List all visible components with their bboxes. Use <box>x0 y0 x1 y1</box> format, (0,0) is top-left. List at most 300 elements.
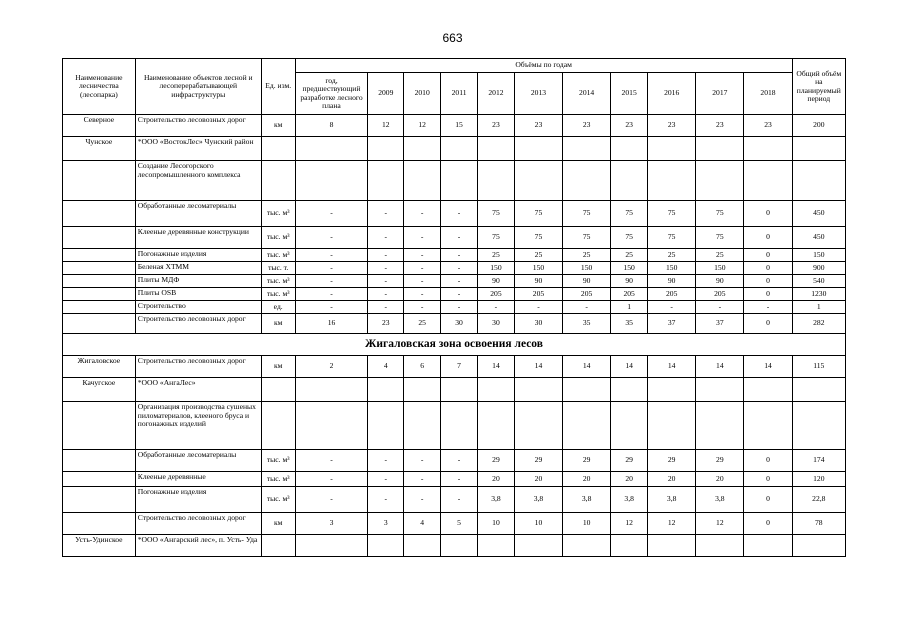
forestry-name-cell <box>63 513 136 535</box>
value-cell: 29 <box>478 450 515 472</box>
value-cell: 25 <box>696 249 744 262</box>
value-cell <box>514 378 562 402</box>
object-name-cell: Клееные деревянные <box>135 472 261 487</box>
value-cell: 14 <box>514 356 562 378</box>
value-cell: 16 <box>295 314 368 334</box>
value-cell: - <box>368 487 404 513</box>
value-cell: 0 <box>744 314 792 334</box>
header-year: 2009 <box>368 73 404 115</box>
value-cell <box>514 161 562 201</box>
forestry-name-cell: Усть-Удинское <box>63 535 136 557</box>
value-cell: - <box>404 450 441 472</box>
value-cell: 75 <box>478 201 515 227</box>
value-cell <box>563 535 611 557</box>
value-cell: - <box>441 201 478 227</box>
value-cell: 14 <box>744 356 792 378</box>
header-year: 2016 <box>648 73 696 115</box>
value-cell: 37 <box>648 314 696 334</box>
header-year: 2013 <box>514 73 562 115</box>
unit-cell: тыс. м³ <box>261 487 295 513</box>
value-cell <box>563 137 611 161</box>
value-cell: 205 <box>563 288 611 301</box>
value-cell: - <box>441 301 478 314</box>
table-row <box>63 262 846 275</box>
value-cell: 0 <box>744 201 792 227</box>
forestry-name-cell: Жигаловское <box>63 356 136 378</box>
value-cell <box>368 378 404 402</box>
value-cell <box>404 378 441 402</box>
table-row <box>63 137 846 161</box>
value-cell <box>744 402 792 450</box>
value-cell: 90 <box>563 275 611 288</box>
value-cell: - <box>441 249 478 262</box>
unit-cell: км <box>261 314 295 334</box>
value-cell: 23 <box>368 314 404 334</box>
unit-cell: тыс. т. <box>261 262 295 275</box>
value-cell: - <box>441 275 478 288</box>
object-name-cell: Строительство лесовозных дорог <box>135 115 261 137</box>
total-cell <box>792 137 845 161</box>
value-cell <box>368 137 404 161</box>
forestry-name-cell <box>63 301 136 314</box>
value-cell: 30 <box>478 314 515 334</box>
header-year: 2011 <box>441 73 478 115</box>
value-cell: 14 <box>611 356 648 378</box>
value-cell: 37 <box>696 314 744 334</box>
value-cell <box>478 161 515 201</box>
value-cell: 75 <box>696 227 744 249</box>
forestry-name-cell <box>63 472 136 487</box>
value-cell: 3 <box>295 513 368 535</box>
object-name-cell: Организация производства сушеных пиломатериалов, клееного бруса и погонажных изделий <box>135 402 261 450</box>
value-cell <box>611 402 648 450</box>
value-cell: 23 <box>696 115 744 137</box>
value-cell: - <box>404 301 441 314</box>
value-cell: 23 <box>611 115 648 137</box>
header-unit: Ед. изм. <box>261 59 295 115</box>
object-name-cell: Обработанные лесоматериалы <box>135 201 261 227</box>
total-cell: 120 <box>792 472 845 487</box>
value-cell: 90 <box>648 275 696 288</box>
value-cell <box>441 137 478 161</box>
value-cell: 75 <box>648 227 696 249</box>
table-row <box>63 378 846 402</box>
value-cell <box>696 161 744 201</box>
total-cell <box>792 378 845 402</box>
unit-cell: тыс. м³ <box>261 249 295 262</box>
value-cell: 150 <box>563 262 611 275</box>
table-row <box>63 450 846 472</box>
value-cell: 30 <box>514 314 562 334</box>
value-cell: 10 <box>563 513 611 535</box>
value-cell: 75 <box>514 201 562 227</box>
value-cell: 3,8 <box>611 487 648 513</box>
value-cell: 12 <box>611 513 648 535</box>
value-cell <box>744 378 792 402</box>
value-cell <box>563 402 611 450</box>
unit-cell: тыс. м³ <box>261 227 295 249</box>
value-cell: 25 <box>611 249 648 262</box>
table-row <box>63 249 846 262</box>
value-cell <box>563 378 611 402</box>
table-row <box>63 314 846 334</box>
value-cell <box>295 161 368 201</box>
value-cell: 29 <box>611 450 648 472</box>
value-cell: 23 <box>478 115 515 137</box>
unit-cell: км <box>261 513 295 535</box>
forestry-name-cell <box>63 288 136 301</box>
table-row <box>63 535 846 557</box>
value-cell: 12 <box>404 115 441 137</box>
object-name-cell: *ООО «АнгаЛес» <box>135 378 261 402</box>
value-cell: 25 <box>514 249 562 262</box>
value-cell <box>744 137 792 161</box>
value-cell <box>478 378 515 402</box>
header-object-name: Наименование объектов лесной и лесоперерабатывающей инфраструктуры <box>135 59 261 115</box>
object-name-cell: *ООО «Ангарский лес», п. Усть- Уда <box>135 535 261 557</box>
value-cell: 75 <box>611 227 648 249</box>
value-cell: 29 <box>514 450 562 472</box>
unit-cell: км <box>261 115 295 137</box>
value-cell: 150 <box>611 262 648 275</box>
table-row <box>63 487 846 513</box>
value-cell <box>404 402 441 450</box>
value-cell <box>441 378 478 402</box>
unit-cell: тыс. м³ <box>261 450 295 472</box>
forestry-name-cell <box>63 487 136 513</box>
unit-cell <box>261 378 295 402</box>
value-cell <box>295 137 368 161</box>
forestry-name-cell: Северное <box>63 115 136 137</box>
value-cell <box>404 161 441 201</box>
value-cell: 30 <box>441 314 478 334</box>
forestry-name-cell: Качугское <box>63 378 136 402</box>
value-cell: 8 <box>295 115 368 137</box>
value-cell: 2 <box>295 356 368 378</box>
object-name-cell: Беленая ХТММ <box>135 262 261 275</box>
value-cell: 75 <box>478 227 515 249</box>
table-row <box>63 227 846 249</box>
object-name-cell: Плиты МДФ <box>135 275 261 288</box>
header-year: 2015 <box>611 73 648 115</box>
value-cell <box>563 161 611 201</box>
table-body <box>63 115 846 557</box>
total-cell: 1230 <box>792 288 845 301</box>
total-cell: 78 <box>792 513 845 535</box>
value-cell: - <box>368 288 404 301</box>
unit-cell: км <box>261 356 295 378</box>
value-cell: - <box>295 288 368 301</box>
object-name-cell: *ООО «ВостокЛес» Чунский район <box>135 137 261 161</box>
total-cell: 174 <box>792 450 845 472</box>
table-row <box>63 402 846 450</box>
value-cell: - <box>368 472 404 487</box>
forestry-name-cell <box>63 227 136 249</box>
value-cell: - <box>441 450 478 472</box>
value-cell <box>648 535 696 557</box>
unit-cell <box>261 161 295 201</box>
object-name-cell: Строительство <box>135 301 261 314</box>
object-name-cell: Плиты OSB <box>135 288 261 301</box>
value-cell: - <box>404 288 441 301</box>
value-cell: 90 <box>611 275 648 288</box>
value-cell <box>514 402 562 450</box>
value-cell: - <box>514 301 562 314</box>
value-cell: 90 <box>514 275 562 288</box>
forestry-name-cell <box>63 450 136 472</box>
value-cell: 150 <box>648 262 696 275</box>
total-cell: 1 <box>792 301 845 314</box>
table-row <box>63 275 846 288</box>
total-cell: 282 <box>792 314 845 334</box>
value-cell: 10 <box>514 513 562 535</box>
value-cell: - <box>368 301 404 314</box>
value-cell: 0 <box>744 487 792 513</box>
value-cell: 35 <box>611 314 648 334</box>
value-cell: 75 <box>648 201 696 227</box>
value-cell: - <box>441 487 478 513</box>
total-cell: 150 <box>792 249 845 262</box>
value-cell: 90 <box>696 275 744 288</box>
value-cell: 14 <box>696 356 744 378</box>
total-cell: 22,8 <box>792 487 845 513</box>
value-cell: 14 <box>648 356 696 378</box>
forest-infrastructure-table <box>62 58 846 557</box>
value-cell: 15 <box>441 115 478 137</box>
zone-title: Жигаловская зона освоения лесов <box>63 334 846 356</box>
unit-cell: тыс. м³ <box>261 201 295 227</box>
value-cell: - <box>368 262 404 275</box>
total-cell <box>792 535 845 557</box>
value-cell: - <box>295 227 368 249</box>
value-cell: - <box>404 472 441 487</box>
value-cell: - <box>295 472 368 487</box>
value-cell: 23 <box>514 115 562 137</box>
value-cell <box>514 137 562 161</box>
total-cell <box>792 161 845 201</box>
header-year-prev: год, предшествующий разработке лесного плана <box>295 73 368 115</box>
unit-cell <box>261 137 295 161</box>
value-cell: 150 <box>696 262 744 275</box>
header-year: 2010 <box>404 73 441 115</box>
value-cell: - <box>404 227 441 249</box>
forestry-name-cell <box>63 201 136 227</box>
forestry-name-cell <box>63 275 136 288</box>
value-cell: 205 <box>648 288 696 301</box>
value-cell <box>648 161 696 201</box>
value-cell: - <box>404 201 441 227</box>
value-cell: - <box>295 301 368 314</box>
value-cell: 29 <box>696 450 744 472</box>
value-cell: 0 <box>744 227 792 249</box>
unit-cell: тыс. м³ <box>261 275 295 288</box>
unit-cell: ед. <box>261 301 295 314</box>
object-name-cell: Погонажные изделия <box>135 487 261 513</box>
value-cell: 150 <box>514 262 562 275</box>
forestry-name-cell <box>63 249 136 262</box>
value-cell: 0 <box>744 513 792 535</box>
value-cell <box>441 535 478 557</box>
value-cell <box>478 137 515 161</box>
object-name-cell: Погонажные изделия <box>135 249 261 262</box>
header-year: 2017 <box>696 73 744 115</box>
value-cell: 90 <box>478 275 515 288</box>
value-cell: 25 <box>648 249 696 262</box>
value-cell: 23 <box>648 115 696 137</box>
header-year: 2014 <box>563 73 611 115</box>
value-cell <box>696 402 744 450</box>
value-cell <box>514 535 562 557</box>
forestry-name-cell <box>63 402 136 450</box>
value-cell <box>478 535 515 557</box>
value-cell: - <box>563 301 611 314</box>
table-row <box>63 201 846 227</box>
unit-cell <box>261 535 295 557</box>
value-cell: 0 <box>744 275 792 288</box>
value-cell: 0 <box>744 450 792 472</box>
value-cell <box>295 402 368 450</box>
value-cell: 29 <box>563 450 611 472</box>
value-cell: - <box>368 450 404 472</box>
object-name-cell: Строительство лесовозных дорог <box>135 314 261 334</box>
value-cell <box>404 535 441 557</box>
value-cell: 20 <box>696 472 744 487</box>
value-cell <box>478 402 515 450</box>
value-cell: - <box>404 275 441 288</box>
value-cell: 20 <box>563 472 611 487</box>
value-cell: 3,8 <box>696 487 744 513</box>
value-cell: 12 <box>648 513 696 535</box>
table-row <box>63 513 846 535</box>
total-cell: 900 <box>792 262 845 275</box>
value-cell <box>295 378 368 402</box>
value-cell: 3,8 <box>514 487 562 513</box>
value-cell <box>368 402 404 450</box>
value-cell <box>696 535 744 557</box>
unit-cell <box>261 402 295 450</box>
value-cell: 4 <box>404 513 441 535</box>
value-cell: 20 <box>611 472 648 487</box>
value-cell: 75 <box>611 201 648 227</box>
header-volumes-by-year: Объёмы по годам <box>295 59 792 73</box>
value-cell <box>441 161 478 201</box>
value-cell: 150 <box>478 262 515 275</box>
value-cell: - <box>404 487 441 513</box>
value-cell: 12 <box>368 115 404 137</box>
value-cell: 0 <box>744 262 792 275</box>
value-cell <box>648 137 696 161</box>
total-cell: 450 <box>792 201 845 227</box>
value-cell: - <box>404 249 441 262</box>
table-row <box>63 161 846 201</box>
forestry-name-cell <box>63 314 136 334</box>
zone-row <box>63 334 846 356</box>
value-cell: 20 <box>648 472 696 487</box>
value-cell: 14 <box>563 356 611 378</box>
table-header <box>63 59 846 115</box>
value-cell <box>611 161 648 201</box>
value-cell <box>295 535 368 557</box>
value-cell: 75 <box>696 201 744 227</box>
table-row <box>63 472 846 487</box>
header-year: 2012 <box>478 73 515 115</box>
value-cell: - <box>295 201 368 227</box>
value-cell: 35 <box>563 314 611 334</box>
value-cell: 3,8 <box>648 487 696 513</box>
value-cell <box>611 137 648 161</box>
total-cell: 115 <box>792 356 845 378</box>
value-cell: 12 <box>696 513 744 535</box>
value-cell <box>696 137 744 161</box>
value-cell: - <box>696 301 744 314</box>
table-row <box>63 288 846 301</box>
value-cell: - <box>441 227 478 249</box>
table-row <box>63 301 846 314</box>
value-cell: 25 <box>563 249 611 262</box>
value-cell: - <box>295 249 368 262</box>
value-cell: - <box>648 301 696 314</box>
value-cell: 0 <box>744 472 792 487</box>
value-cell: 20 <box>478 472 515 487</box>
unit-cell: тыс. м³ <box>261 472 295 487</box>
value-cell: 23 <box>744 115 792 137</box>
header-year: 2018 <box>744 73 792 115</box>
value-cell: 14 <box>478 356 515 378</box>
object-name-cell: Строительство лесовозных дорог <box>135 356 261 378</box>
value-cell: 0 <box>744 288 792 301</box>
value-cell: 20 <box>514 472 562 487</box>
value-cell: 0 <box>744 249 792 262</box>
value-cell: - <box>744 301 792 314</box>
value-cell: 23 <box>563 115 611 137</box>
value-cell <box>696 378 744 402</box>
value-cell: - <box>368 201 404 227</box>
value-cell: 3,8 <box>478 487 515 513</box>
table-row <box>63 356 846 378</box>
value-cell: 10 <box>478 513 515 535</box>
value-cell: - <box>368 249 404 262</box>
value-cell <box>648 378 696 402</box>
value-cell <box>648 402 696 450</box>
total-cell: 540 <box>792 275 845 288</box>
value-cell: 4 <box>368 356 404 378</box>
value-cell <box>368 161 404 201</box>
value-cell: 75 <box>514 227 562 249</box>
value-cell: 1 <box>611 301 648 314</box>
value-cell: 205 <box>478 288 515 301</box>
value-cell: - <box>441 288 478 301</box>
forestry-name-cell <box>63 262 136 275</box>
value-cell: - <box>441 262 478 275</box>
value-cell: - <box>295 262 368 275</box>
header-total-volume: Общий объём на планируемый период <box>792 59 845 115</box>
value-cell: 25 <box>404 314 441 334</box>
value-cell: - <box>295 487 368 513</box>
value-cell: - <box>441 472 478 487</box>
value-cell <box>611 535 648 557</box>
value-cell: 29 <box>648 450 696 472</box>
total-cell: 450 <box>792 227 845 249</box>
object-name-cell: Клееные деревянные конструкции <box>135 227 261 249</box>
value-cell <box>441 402 478 450</box>
value-cell: - <box>295 275 368 288</box>
value-cell <box>368 535 404 557</box>
value-cell: 5 <box>441 513 478 535</box>
total-cell <box>792 402 845 450</box>
value-cell: - <box>295 450 368 472</box>
value-cell <box>744 161 792 201</box>
value-cell <box>404 137 441 161</box>
